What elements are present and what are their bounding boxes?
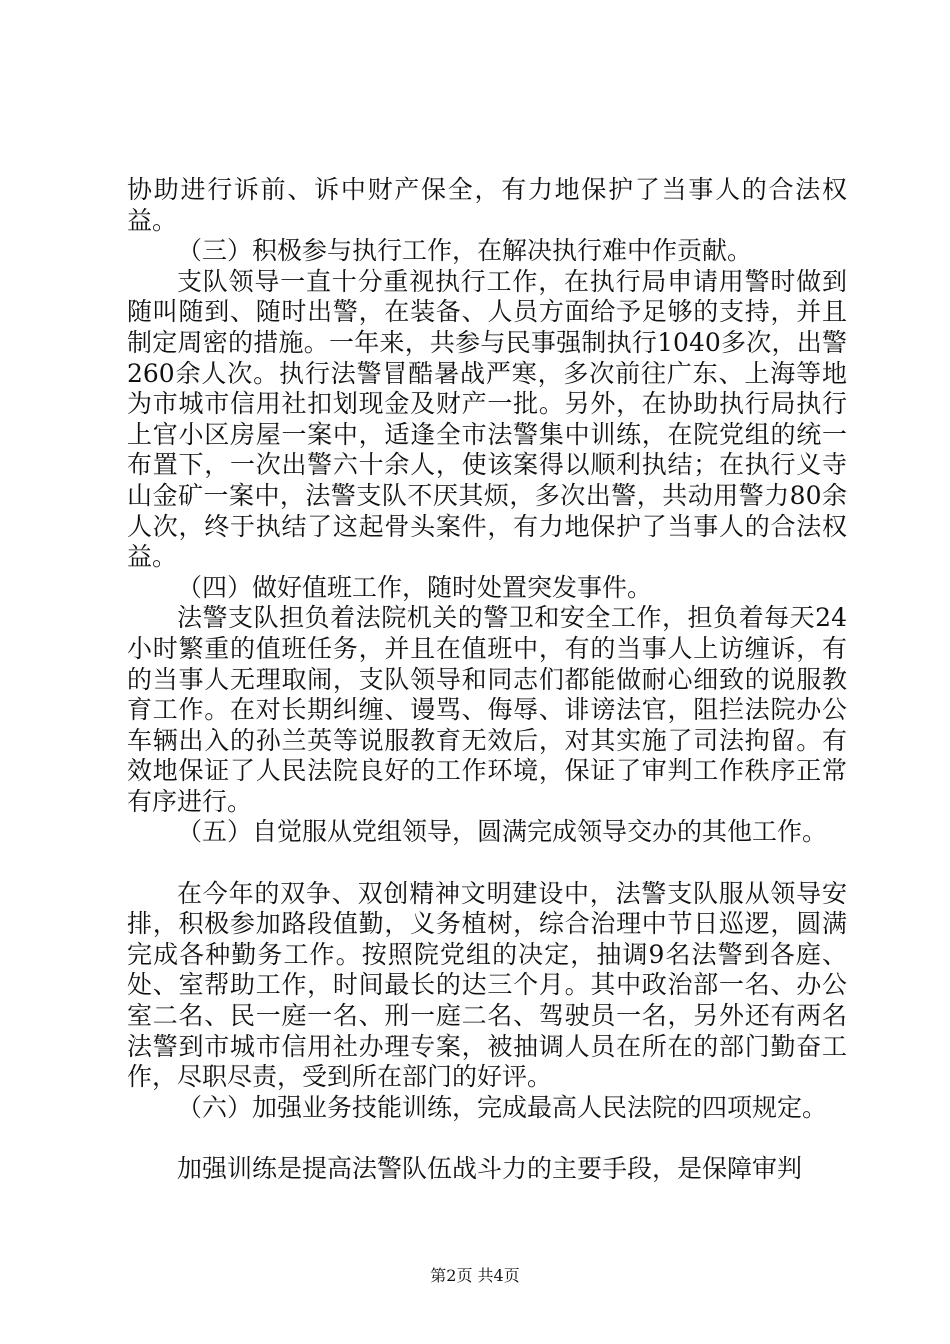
paragraph-other-tasks: 在今年的双争、双创精神文明建设中，法警支队服从领导安排，积极参加路段值勤，义务植树，综合治理中节日巡逻，圆满完成各种勤务工作。按照院党组的决定，抽调9名法警到各庭、处、室帮助工作，时间最长的达三个月。其中政治部一名、办公室二名、民一庭一名、刑一庭二名、驾驶员一名，另外还有两名法警到市城市信用社办理专案，被抽调人员在所在的部门勤奋工作，尽职尽责，受到所在部门的好评。 [127, 878, 847, 1092]
section-heading-4: （四）做好值班工作，随时处置突发事件。 [177, 572, 653, 602]
section-heading-6: （六）加强业务技能训练，完成最高人民法院的四项规定。 [177, 1092, 828, 1122]
paragraph-duty-work: 法警支队担负着法院机关的警卫和安全工作，担负着每天24小时繁重的值班任务，并且在值班中，有的当事人上访缠诉，有的当事人无理取闹，支队领导和同志们都能做耐心细致的说服教育工作。在对长期纠缠、谩骂、侮辱、诽谤法官，阻拦法院办公车辆出入的孙兰英等说服教育无效后，对其实施了司法拘留。有效地保证了人民法院良好的工作环境，保证了审判工作秩序正常有序进行。 [127, 603, 847, 816]
paragraph-spacer [127, 1123, 847, 1154]
page-number-footer: 第2页 共4页 [430, 1266, 520, 1285]
paragraph-training: 加强训练是提高法警队伍战斗力的主要手段，是保障审判 [177, 1154, 803, 1183]
paragraph-continuation: 协助进行诉前、诉中财产保全，有力地保护了当事人的合法权益。 [127, 175, 847, 235]
section-heading-5: （五）自觉服从党组领导，圆满完成领导交办的其他工作。 [177, 817, 828, 847]
paragraph-spacer [127, 848, 847, 879]
section-heading-3: （三）积极参与执行工作，在解决执行难中作贡献。 [177, 236, 753, 266]
document-body [127, 175, 847, 1185]
paragraph-execution-work: 支队领导一直十分重视执行工作，在执行局申请用警时做到随叫随到、随时出警，在装备、人员方面给予足够的支持，并且制定周密的措施。一年来，共参与民事强制执行1040多次，出警260余人次。执行法警冒酷暑战严寒，多次前往广东、上海等地为市城市信用社扣划现金及财产一批。另外，在协助执行局执行上官小区房屋一案中，适逢全市法警集中训练，在院党组的统一布置下，一次出警六十余人，使该案得以顺利执结；在执行义寺山金矿一案中，法警支队不厌其烦，多次出警，共动用警力80余人次，终于执结了这起骨头案件，有力地保护了当事人的合法权益。 [127, 266, 847, 572]
